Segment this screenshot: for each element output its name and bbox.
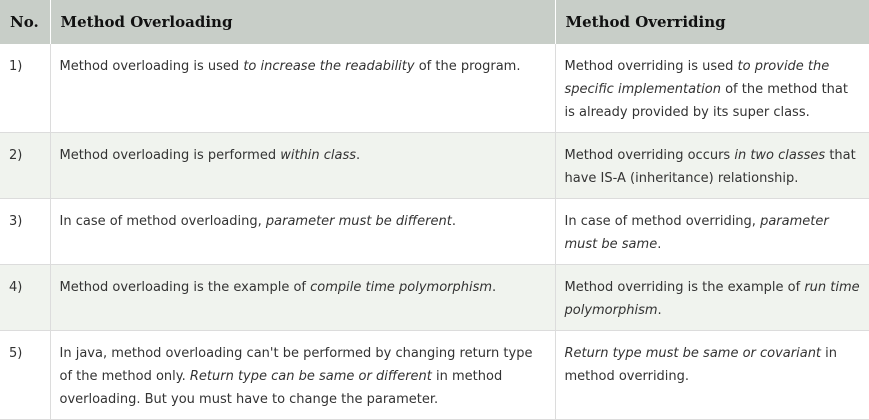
overloading-cell: Method overloading is used to increase the readability of the program. bbox=[50, 44, 555, 133]
overriding-cell: Method overriding is the example of run time polymorphism. bbox=[555, 265, 869, 331]
table-row bbox=[0, 133, 869, 199]
overloading-cell: Method overloading is the example of compile time polymorphism. bbox=[50, 265, 555, 331]
table-row bbox=[0, 265, 869, 331]
overriding-cell: Method overriding is used to provide the specific implementation of the method that is already provided by its super class. bbox=[555, 44, 869, 133]
overriding-cell: Return type must be same or covariant in method overriding. bbox=[555, 331, 869, 420]
header-method-overriding: Method Overriding bbox=[555, 0, 869, 44]
header-no: No. bbox=[0, 0, 50, 44]
row-number: 1) bbox=[0, 44, 50, 133]
row-number: 3) bbox=[0, 199, 50, 265]
row-number: 4) bbox=[0, 265, 50, 331]
overriding-cell: In case of method overriding, parameter must be same. bbox=[555, 199, 869, 265]
overriding-cell: Method overriding occurs in two classes that have IS-A (inheritance) relationship. bbox=[555, 133, 869, 199]
overloading-cell: In java, method overloading can't be performed by changing return type of the method only. Return type can be same or different in method overloading. But you must have to change the parameter. bbox=[50, 331, 555, 420]
table-row bbox=[0, 44, 869, 133]
overloading-cell: In case of method overloading, parameter must be different. bbox=[50, 199, 555, 265]
table-row bbox=[0, 199, 869, 265]
overloading-cell: Method overloading is performed within class. bbox=[50, 133, 555, 199]
header-row bbox=[0, 0, 869, 44]
row-number: 5) bbox=[0, 331, 50, 420]
table-row bbox=[0, 331, 869, 420]
header-method-overloading: Method Overloading bbox=[50, 0, 555, 44]
row-number: 2) bbox=[0, 133, 50, 199]
